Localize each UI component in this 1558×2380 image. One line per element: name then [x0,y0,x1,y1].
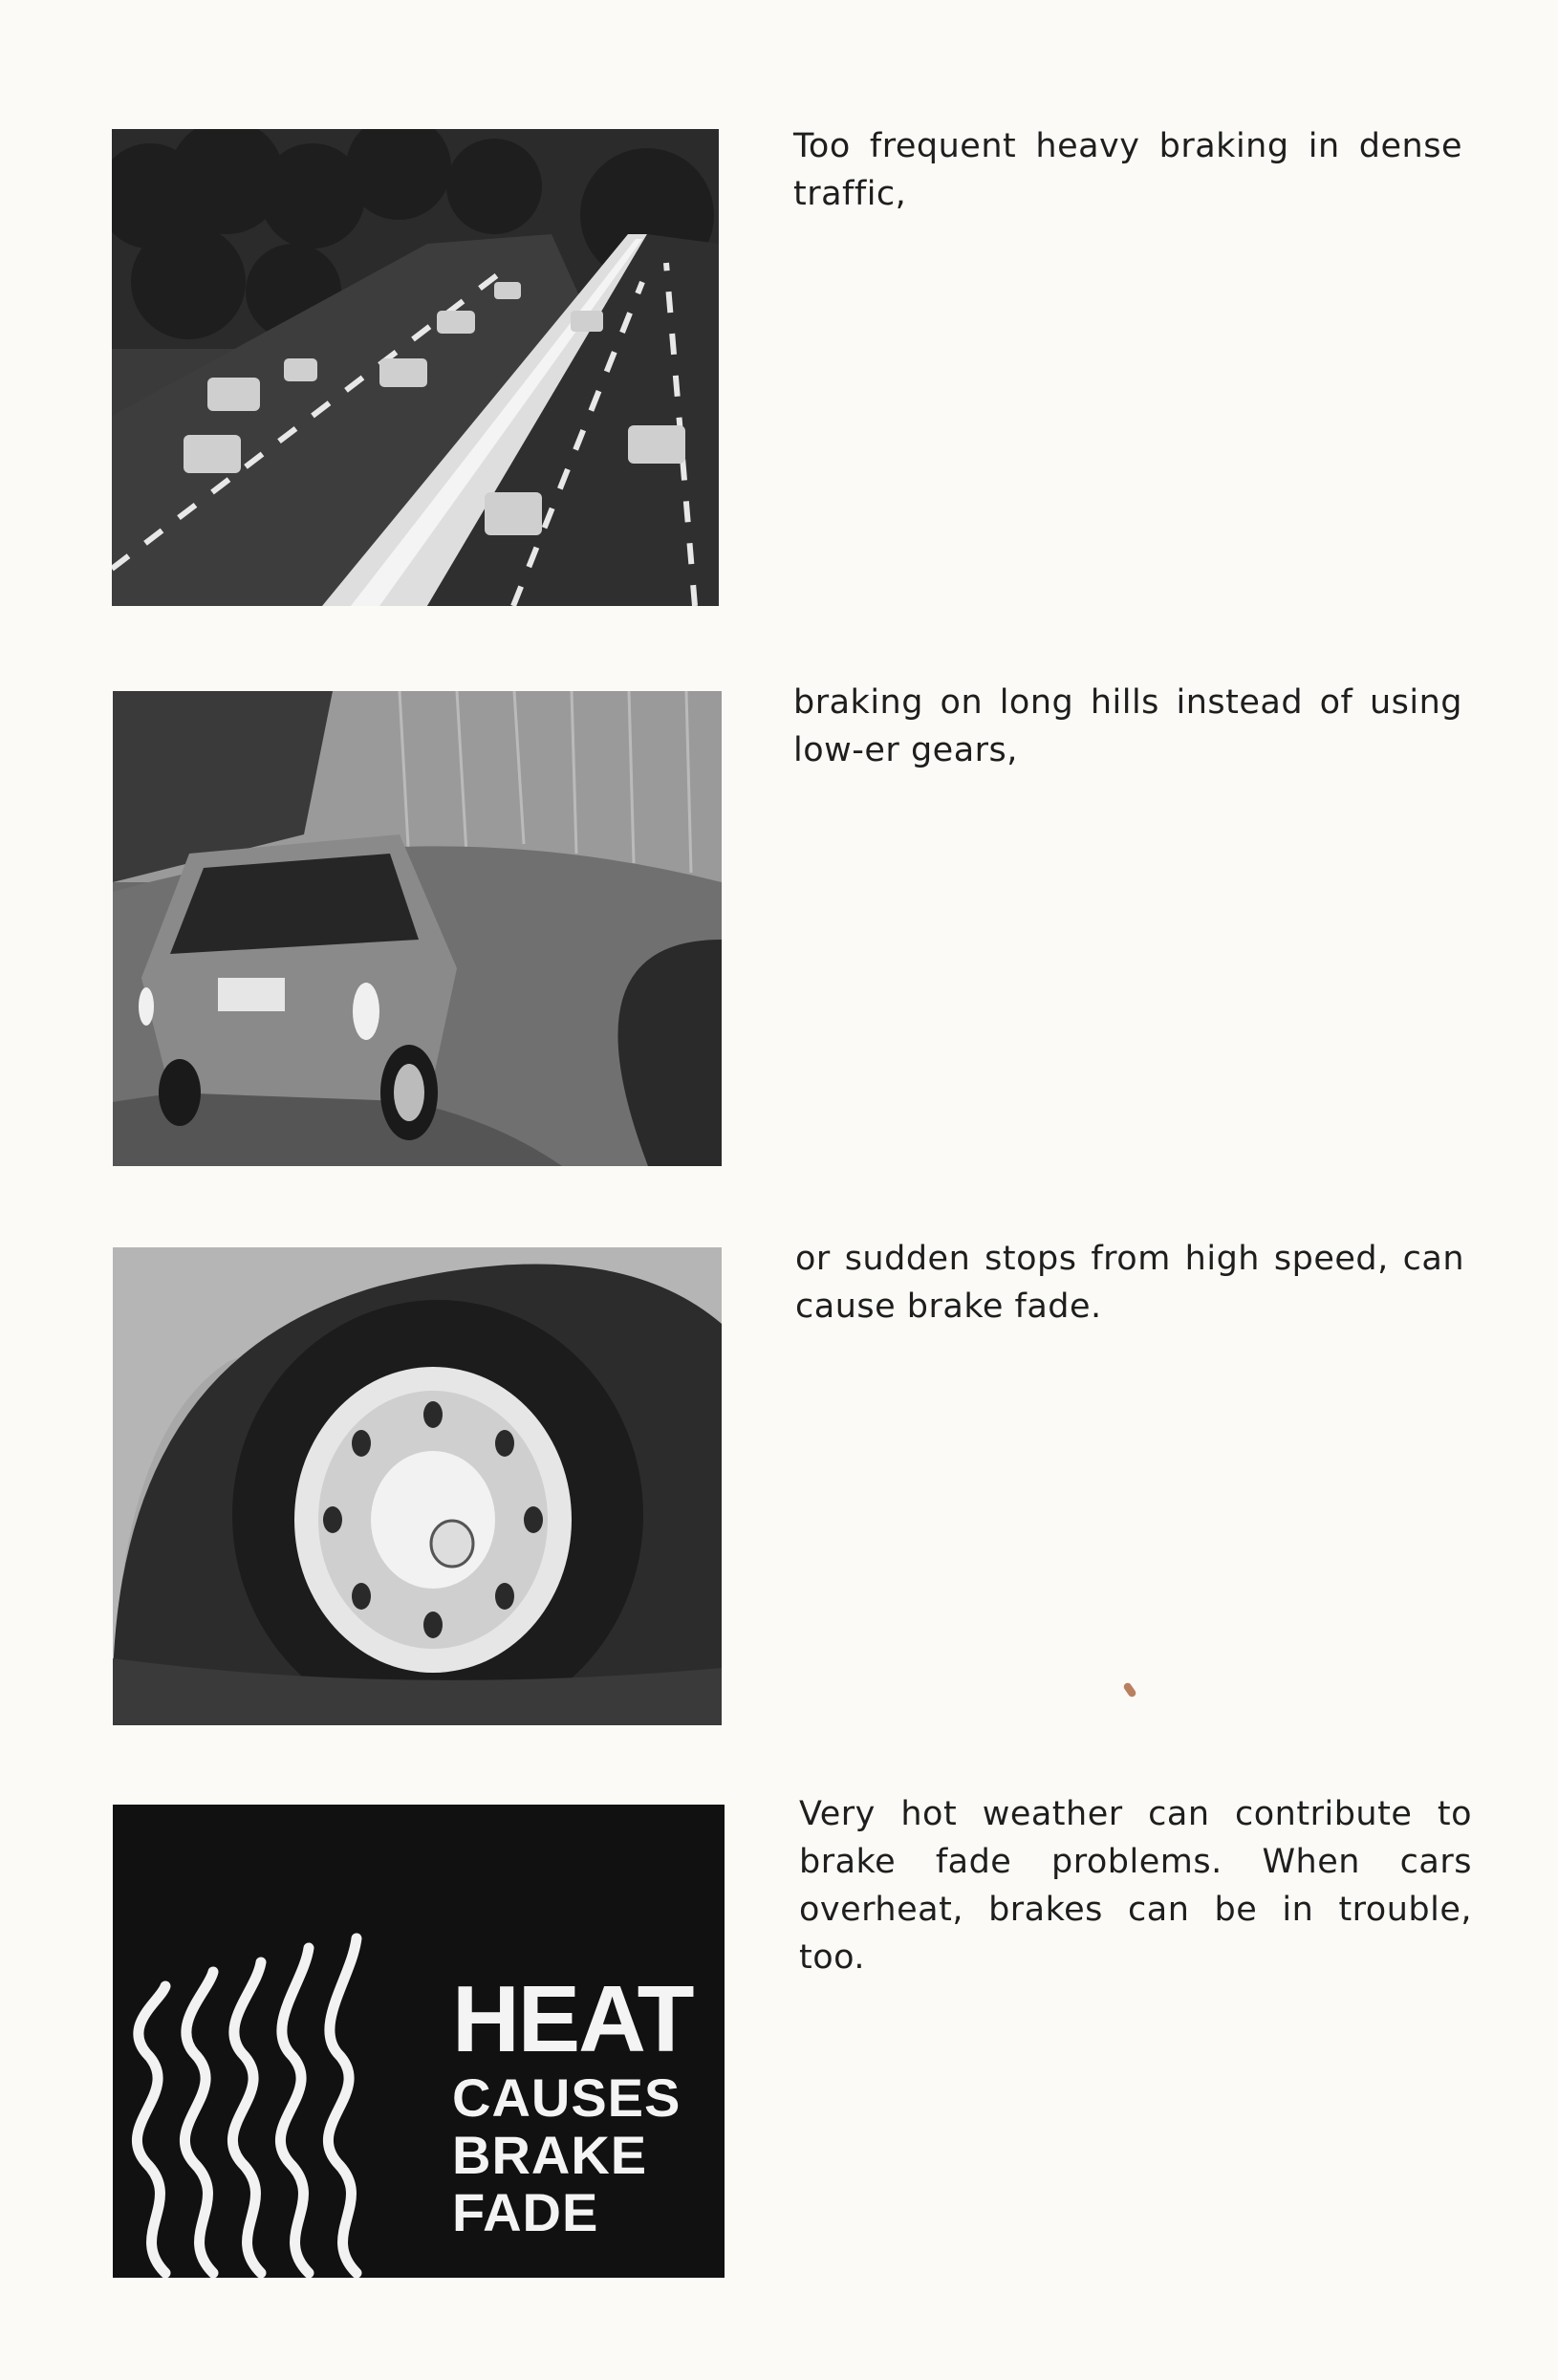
poster-causes-word: CAUSES [452,2067,682,2128]
hill-photo-icon [113,691,722,1166]
poster-brake-word: BRAKE [452,2125,648,2185]
caption-hill: braking on long hills instead of using low-er gears, [793,683,1462,769]
paper-speck [1122,1681,1137,1698]
poster-heading [452,1966,693,2242]
traffic-photo [112,129,719,606]
station-wagon-on-hill-photo [113,691,722,1166]
poster-heat-word: HEAT [452,1966,693,2071]
caption-wheel: or sudden stops from high speed, can cause brake fade. [795,1240,1464,1326]
traffic-photo-icon [112,129,719,606]
wheel-closeup-photo [113,1247,722,1725]
wheel-photo-icon [113,1247,722,1725]
heat-waves-poster [113,1805,725,2278]
poster-fade-word: FADE [452,2182,599,2242]
caption-traffic: Too frequent heavy braking in dense traffic, [793,127,1462,213]
caption-heat: Very hot weather can contribute to brake fade problems. When cars overheat, brakes can be in trouble, too. [799,1795,1472,1977]
